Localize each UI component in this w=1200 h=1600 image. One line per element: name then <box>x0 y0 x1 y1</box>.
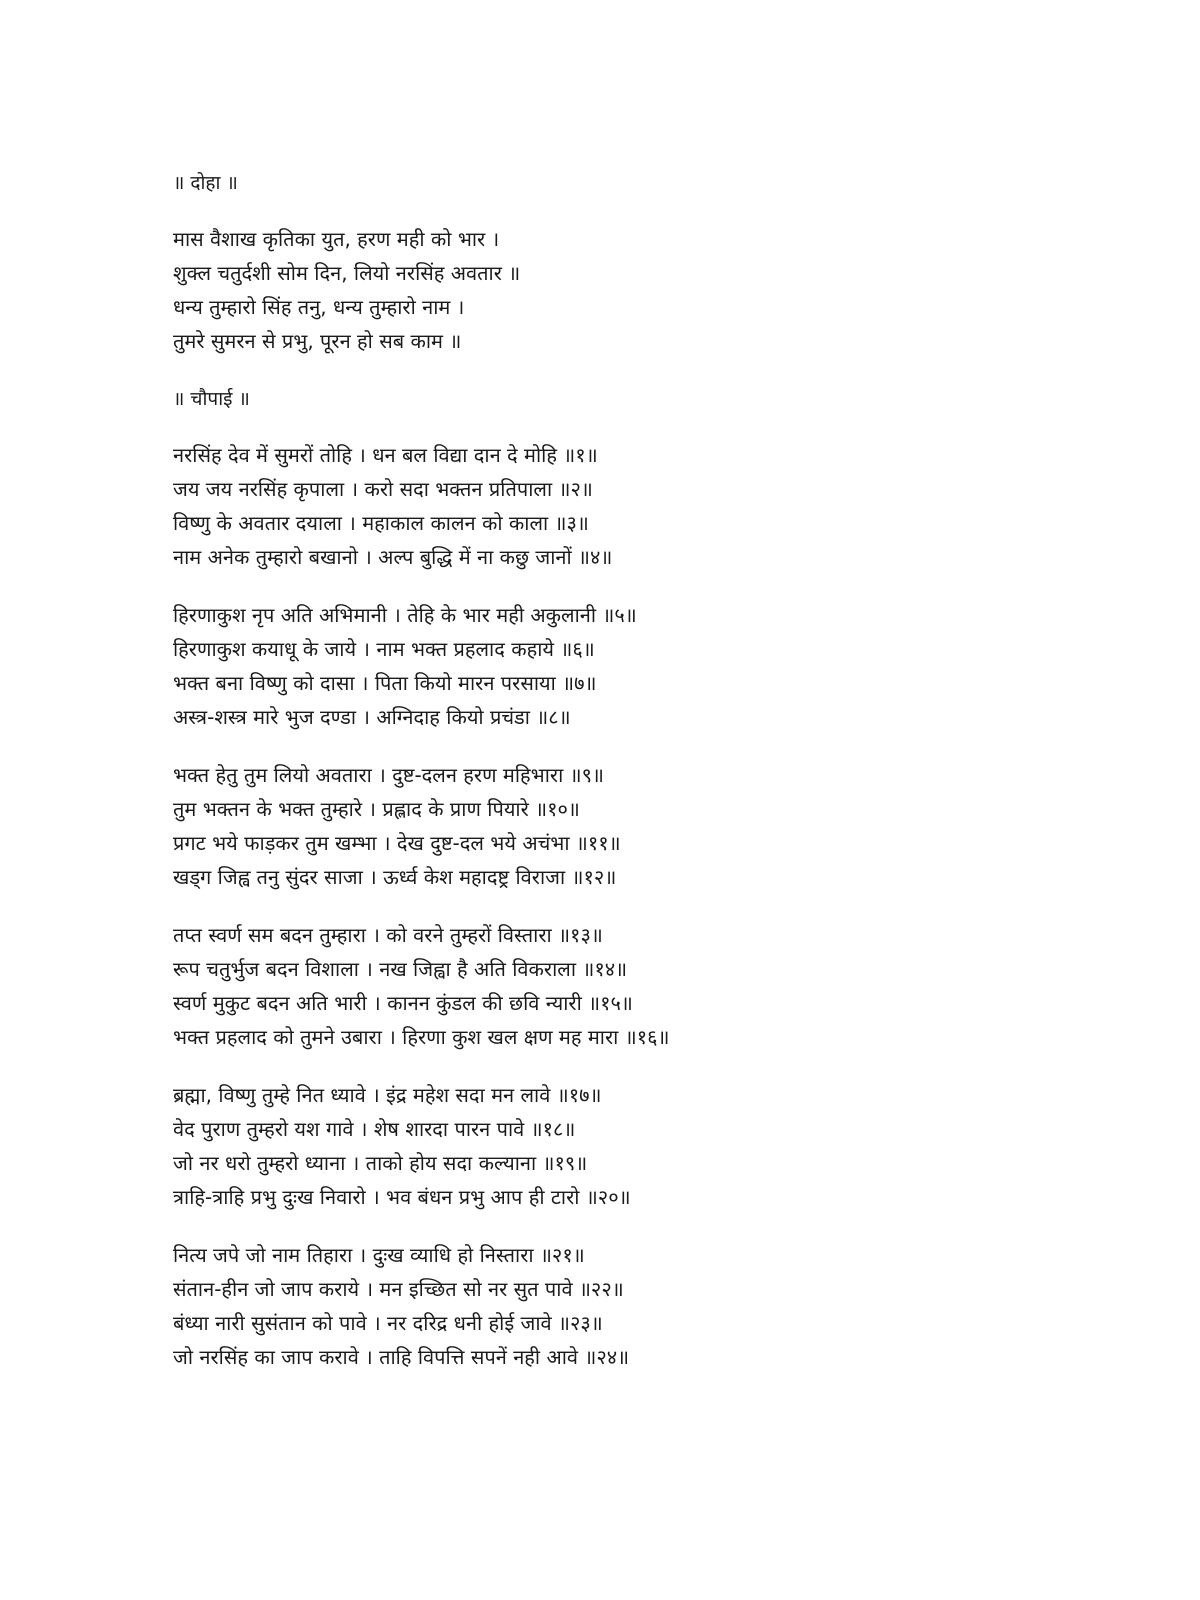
chaupai-stanza-5 <box>173 1078 1173 1214</box>
doha-heading: ॥ दोहा ॥ <box>173 172 238 194</box>
verse-line: जय जय नरसिंह कृपाला । करो सदा भक्तन प्रतिपाला ॥२॥ <box>173 477 593 501</box>
verse-line: हिरणाकुश कयाधू के जाये । नाम भक्त प्रहलाद कहाये ॥६॥ <box>173 637 595 661</box>
verse-line: रूप चतुर्भुज बदन विशाला । नख जिह्वा है अति विकराला ॥१४॥ <box>173 957 628 981</box>
verse-line: बंध्या नारी सुसंतान को पावे । नर दरिद्र धनी होई जावे ॥२३॥ <box>173 1311 603 1335</box>
chaupai-heading: ॥ चौपाई ॥ <box>173 388 250 410</box>
verse-line: जो नर धरो तुम्हरो ध्याना । ताको होय सदा कल्याना ॥१९॥ <box>173 1151 588 1175</box>
chaupai-stanza-3 <box>173 758 1173 894</box>
verse-line: नाम अनेक तुम्हारो बखानो । अल्प बुद्धि में ना कछु जानों ॥४॥ <box>173 545 613 569</box>
verse-line: हिरणाकुश नृप अति अभिमानी । तेहि के भार मही अकुलानी ॥५॥ <box>173 603 637 627</box>
verse-line: विष्णु के अवतार दयाला । महाकाल कालन को काला ॥३॥ <box>173 511 589 535</box>
doha-line: मास वैशाख कृतिका युत, हरण मही को भार । <box>173 227 500 251</box>
verse-line: भक्त प्रहलाद को तुमने उबारा । हिरणा कुश खल क्षण मह मारा ॥१६॥ <box>173 1025 670 1049</box>
verse-line: जो नरसिंह का जाप करावे । ताहि विपत्ति सपनें नही आवे ॥२४॥ <box>173 1345 630 1369</box>
verse-line: वेद पुराण तुम्हरो यश गावे । शेष शारदा पारन पावे ॥१८॥ <box>173 1117 576 1141</box>
verse-line: नित्य जपे जो नाम तिहारा । दुःख व्याधि हो निस्तारा ॥२१॥ <box>173 1243 585 1267</box>
verse-line: प्रगट भये फाड़कर तुम खम्भा । देख दुष्ट-दल भये अचंभा ॥११॥ <box>173 831 621 855</box>
chaupai-stanza-6 <box>173 1238 1173 1374</box>
verse-line: भक्त बना विष्णु को दासा । पिता कियो मारन परसाया ॥७॥ <box>173 671 597 695</box>
verse-line: खड्ग जिह्व तनु सुंदर साजा । ऊर्ध्व केश महादष्ट्र विराजा ॥१२॥ <box>173 865 617 889</box>
chaupai-stanza-1 <box>173 438 1173 574</box>
doha-line: शुक्ल चतुर्दशी सोम दिन, लियो नरसिंह अवतार ॥ <box>173 261 521 285</box>
verse-line: ब्रह्मा, विष्णु तुम्हे नित ध्यावे । इंद्र महेश सदा मन लावे ॥१७॥ <box>173 1083 602 1107</box>
verse-line: अस्त्र-शस्त्र मारे भुज दण्डा । अग्निदाह कियो प्रचंडा ॥८॥ <box>173 705 571 729</box>
document-page <box>173 166 1173 1374</box>
doha-line: धन्य तुम्हारो सिंह तनु, धन्य तुम्हारो नाम । <box>173 295 465 319</box>
verse-line: तप्त स्वर्ण सम बदन तुम्हारा । को वरने तुम्हरों विस्तारा ॥१३॥ <box>173 923 603 947</box>
chaupai-stanza-4 <box>173 918 1173 1054</box>
verse-line: त्राहि-त्राहि प्रभु दुःख निवारो । भव बंधन प्रभु आप ही टारो ॥२०॥ <box>173 1185 631 1209</box>
doha-line: तुमरे सुमरन से प्रभु, पूरन हो सब काम ॥ <box>173 329 462 353</box>
chaupai-stanza-2 <box>173 598 1173 734</box>
doha-stanza <box>173 222 1173 358</box>
verse-line: तुम भक्तन के भक्त तुम्हारे । प्रह्लाद के प्राण पियारे ॥१०॥ <box>173 797 580 821</box>
verse-line: नरसिंह देव में सुमरों तोहि । धन बल विद्या दान दे मोहि ॥१॥ <box>173 443 598 467</box>
verse-line: भक्त हेतु तुम लियो अवतारा । दुष्ट-दलन हरण महिभारा ॥९॥ <box>173 763 604 787</box>
verse-line: संतान-हीन जो जाप कराये । मन इच्छित सो नर सुत पावे ॥२२॥ <box>173 1277 624 1301</box>
verse-line: स्वर्ण मुकुट बदन अति भारी । कानन कुंडल की छवि न्यारी ॥१५॥ <box>173 991 633 1015</box>
